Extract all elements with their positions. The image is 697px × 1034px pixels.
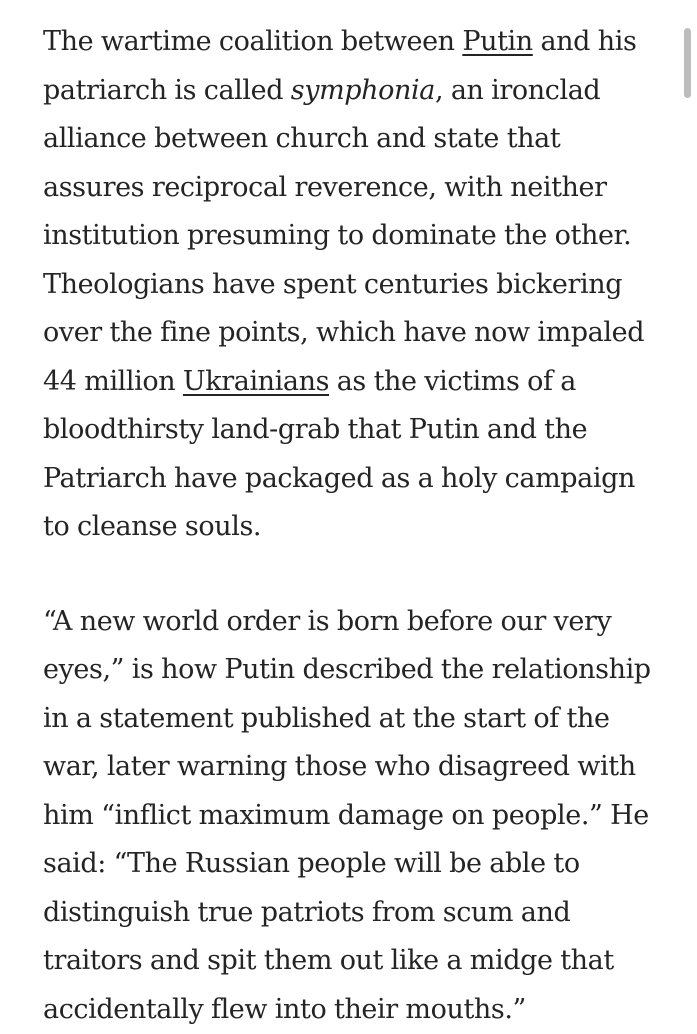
ukrainians-link[interactable]: Ukrainians: [183, 366, 329, 397]
scrollbar-thumb[interactable]: [684, 28, 691, 98]
putin-link[interactable]: Putin: [462, 26, 532, 57]
paragraph-1-text-1: The wartime coalition between: [43, 26, 462, 57]
paragraph-1-text-3: , an ironclad alliance between church and state that assures reciprocal reverence, with neither institution presuming to dominate the other. Theologians have spent centuries bickering over the fine points, which have now impaled 44 million: [43, 75, 644, 397]
paragraph-1-text-4: as the victims of a bloodthirsty land-grab that Putin and the Patriarch have packaged as a holy campaign to cleanse souls.: [43, 366, 635, 543]
paragraph-1: [43, 18, 663, 552]
symphonia-term: symphonia: [291, 75, 435, 106]
paragraph-2: “A new world order is born before our very eyes,” is how Putin described the relationship in a statement published at the start of the war, later warning those who disagreed with him “inflict maximum damage on people.” He said: “The Russian people will be able to distinguish true patriots from scum and traitors and spit them out like a midge that accidentally flew into their mouths.”: [43, 598, 663, 1034]
article-body: [43, 18, 663, 1034]
paragraph-1-text-2: and his patriarch is called: [43, 26, 636, 106]
